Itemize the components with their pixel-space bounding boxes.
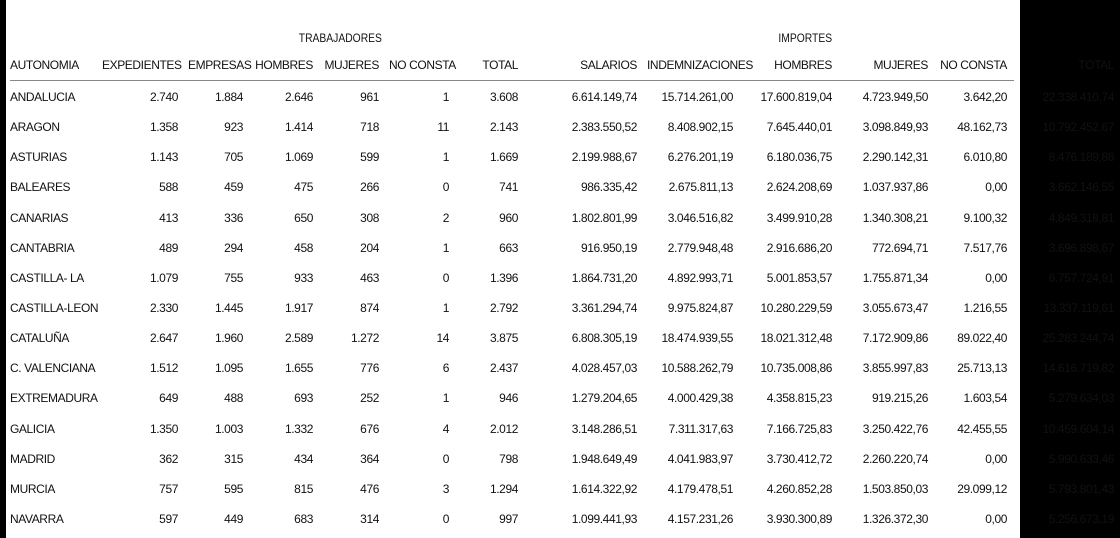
table-cell: 1.802.801,99 — [571, 210, 637, 225]
table-cell: 1.003 — [214, 421, 243, 436]
col-header-autonomia: AUTONOMIA — [10, 57, 79, 72]
table-row — [6, 504, 1120, 534]
table-row — [6, 172, 1120, 202]
row-autonomia-cell: C. VALENCIANA — [10, 361, 96, 376]
table-cell: 458 — [294, 240, 313, 255]
table-cell: 2.012 — [489, 421, 518, 436]
table-cell: 2.199.988,67 — [571, 150, 637, 165]
table-cell: 1 — [442, 391, 449, 406]
table-cell: 362 — [159, 451, 178, 466]
table-cell: 1.960 — [214, 331, 243, 346]
table-cell: 0 — [442, 451, 449, 466]
table-cell: 6.808.305,19 — [571, 331, 637, 346]
table-cell: 1 — [442, 301, 449, 316]
table-cell: 2 — [442, 210, 449, 225]
table-cell: 4.892.993,71 — [667, 270, 733, 285]
header-row — [6, 49, 1120, 80]
table-cell: 683 — [294, 512, 313, 527]
row-autonomia-cell: CANTABRIA — [10, 240, 75, 255]
report-sheet — [6, 0, 1114, 538]
table-cell: 489 — [159, 240, 178, 255]
table-cell: 1.603,54 — [963, 391, 1007, 406]
table-cell: 0,00 — [985, 512, 1007, 527]
table-cell: 4 — [442, 421, 449, 436]
table-cell: 315 — [224, 451, 243, 466]
row-autonomia-cell: CATALUÑA — [10, 331, 70, 346]
table-cell: 676 — [360, 421, 379, 436]
table-cell: 798 — [499, 451, 518, 466]
table-cell: 597 — [159, 512, 178, 527]
table-cell: 5.279.634,03 — [1048, 391, 1114, 406]
table-cell: 1.340.308,21 — [862, 210, 928, 225]
table-cell: 815 — [294, 481, 313, 496]
table-cell: 463 — [360, 270, 379, 285]
table-cell: 1.755.871,34 — [862, 270, 928, 285]
table-cell: 1.294 — [489, 481, 518, 496]
table-cell: 2.916.686,20 — [766, 240, 832, 255]
table-cell: 11 — [437, 120, 449, 135]
table-cell: 3.662.146,55 — [1048, 180, 1114, 195]
table-cell: 923 — [224, 120, 243, 135]
table-cell: 5.001.853,57 — [766, 270, 832, 285]
table-cell: 3.642,20 — [963, 90, 1007, 105]
table-cell: 1.279.204,65 — [571, 391, 637, 406]
col-header-expedientes: EXPEDIENTES — [102, 57, 182, 72]
table-cell: 1.326.372,30 — [862, 512, 928, 527]
table-cell: 1.884 — [214, 90, 243, 105]
data-table — [6, 49, 1120, 534]
col-header-indemnizaciones: INDEMNIZACIONES — [647, 57, 754, 72]
table-cell: 960 — [499, 210, 518, 225]
table-cell: 5.990.633,46 — [1048, 451, 1114, 466]
row-autonomia-cell: CASTILLA-LEON — [10, 301, 99, 316]
table-cell: 5.256.673,19 — [1048, 512, 1114, 527]
table-row — [6, 80, 1120, 112]
table-cell: 4.179.478,51 — [667, 481, 733, 496]
table-cell: 314 — [360, 512, 379, 527]
table-cell: 4.723.949,50 — [862, 90, 928, 105]
table-cell: 0,00 — [985, 270, 1007, 285]
table-cell: 1 — [442, 240, 449, 255]
table-cell: 3.046.516,82 — [667, 210, 733, 225]
row-autonomia-cell: ASTURIAS — [10, 150, 67, 165]
table-cell: 986.335,42 — [580, 180, 637, 195]
table-cell: 6.757.724,91 — [1048, 270, 1114, 285]
table-cell: 588 — [159, 180, 178, 195]
table-cell: 2.290.142,31 — [862, 150, 928, 165]
col-header-imp-hombres: HOMBRES — [774, 57, 832, 72]
table-cell: 10.280.229,59 — [760, 301, 832, 316]
table-cell: 599 — [360, 150, 379, 165]
table-cell: 18.021.312,48 — [760, 331, 832, 346]
table-cell: 1.143 — [149, 150, 178, 165]
table-cell: 3.608 — [489, 90, 518, 105]
table-cell: 933 — [294, 270, 313, 285]
table-cell: 2.779.948,48 — [667, 240, 733, 255]
table-cell: 757 — [159, 481, 178, 496]
table-cell: 1.614.322,92 — [571, 481, 637, 496]
table-row — [6, 112, 1120, 142]
table-cell: 1.358 — [149, 120, 178, 135]
table-cell: 488 — [224, 391, 243, 406]
table-cell: 7.517,76 — [963, 240, 1007, 255]
table-cell: 3.855.997,83 — [862, 361, 928, 376]
table-cell: 693 — [294, 391, 313, 406]
table-row — [6, 383, 1120, 413]
table-cell: 4.849.318,81 — [1048, 210, 1114, 225]
table-cell: 22.338.410,74 — [1042, 90, 1114, 105]
table-cell: 1.512 — [149, 361, 178, 376]
table-cell: 919.215,26 — [871, 391, 928, 406]
table-cell: 7.645.440,01 — [766, 120, 832, 135]
table-cell: 0 — [442, 270, 449, 285]
table-cell: 7.311.317,63 — [668, 421, 733, 436]
table-cell: 449 — [224, 512, 243, 527]
table-cell: 294 — [224, 240, 243, 255]
table-cell: 10.792.452,67 — [1042, 120, 1114, 135]
table-cell: 1.445 — [214, 301, 243, 316]
table-cell: 1.655 — [284, 361, 313, 376]
table-cell: 3.055.673,47 — [862, 301, 928, 316]
col-header-empresas: EMPRESAS — [188, 57, 252, 72]
table-cell: 15.714.261,00 — [661, 90, 733, 105]
table-row — [6, 353, 1120, 383]
table-cell: 434 — [294, 451, 313, 466]
table-cell: 29.099,12 — [957, 481, 1007, 496]
table-cell: 3.696.898,67 — [1048, 240, 1114, 255]
table-cell: 718 — [360, 120, 379, 135]
table-cell: 10.735.008,86 — [760, 361, 832, 376]
table-cell: 1 — [442, 90, 449, 105]
table-row — [6, 293, 1120, 323]
table-cell: 0,00 — [985, 451, 1007, 466]
table-cell: 13.337.119,61 — [1043, 301, 1114, 316]
row-autonomia-cell: EXTREMADURA — [10, 391, 98, 406]
table-cell: 3.361.294,74 — [571, 301, 637, 316]
table-cell: 2.792 — [489, 301, 518, 316]
table-cell: 6 — [442, 361, 449, 376]
table-cell: 3.930.300,89 — [766, 512, 832, 527]
table-cell: 413 — [159, 210, 178, 225]
table-cell: 8.408.902,15 — [667, 120, 733, 135]
table-cell: 663 — [499, 240, 518, 255]
table-cell: 204 — [360, 240, 379, 255]
table-cell: 1.917 — [284, 301, 313, 316]
table-cell: 2.675.811,13 — [668, 180, 733, 195]
table-cell: 1.414 — [284, 120, 313, 135]
col-header-trab-hombres: HOMBRES — [255, 57, 313, 72]
table-cell: 4.000.429,38 — [667, 391, 733, 406]
table-cell: 997 — [499, 512, 518, 527]
table-cell: 7.166.725,83 — [766, 421, 832, 436]
table-cell: 14.616.719,82 — [1042, 361, 1114, 376]
row-autonomia-cell: MURCIA — [10, 481, 55, 496]
table-cell: 4.157.231,26 — [667, 512, 733, 527]
table-cell: 18.474.939,55 — [661, 331, 733, 346]
table-cell: 3 — [442, 481, 449, 496]
col-header-imp-total: TOTAL — [1078, 57, 1114, 72]
table-cell: 3.250.422,76 — [862, 421, 928, 436]
table-cell: 459 — [224, 180, 243, 195]
table-cell: 2.589 — [284, 331, 313, 346]
table-cell: 2.740 — [149, 90, 178, 105]
row-autonomia-cell: NAVARRA — [10, 512, 64, 527]
table-cell: 1.272 — [350, 331, 379, 346]
table-row — [6, 233, 1120, 263]
table-row — [6, 203, 1120, 233]
table-cell: 9.975.824,87 — [667, 301, 733, 316]
table-cell: 1.216,55 — [963, 301, 1007, 316]
row-autonomia-cell: GALICIA — [10, 421, 55, 436]
table-cell: 2.260.220,74 — [862, 451, 928, 466]
table-cell: 7.172.909,86 — [862, 331, 928, 346]
table-row — [6, 142, 1120, 172]
table-cell: 5.793.801,43 — [1048, 481, 1114, 496]
group-header-trabajadores: TRABAJADORES — [298, 31, 382, 45]
col-header-imp-no-consta: NO CONSTA — [940, 57, 1007, 72]
table-cell: 0,00 — [985, 180, 1007, 195]
table-cell: 14 — [436, 331, 449, 346]
table-cell: 336 — [224, 210, 243, 225]
group-header-importes: IMPORTES — [778, 31, 833, 45]
table-cell: 1.864.731,20 — [571, 270, 637, 285]
row-autonomia-cell: BALEARES — [10, 180, 71, 195]
table-cell: 0 — [442, 512, 449, 527]
row-autonomia-cell: MADRID — [10, 451, 55, 466]
col-header-trab-no-consta: NO CONSTA — [389, 57, 456, 72]
table-cell: 6.276.201,19 — [667, 150, 733, 165]
table-cell: 364 — [360, 451, 379, 466]
table-cell: 89.022,40 — [957, 331, 1007, 346]
table-cell: 705 — [224, 150, 243, 165]
table-cell: 649 — [159, 391, 178, 406]
table-cell: 1.503.850,03 — [862, 481, 928, 496]
table-cell: 476 — [360, 481, 379, 496]
table-cell: 1.396 — [489, 270, 518, 285]
table-cell: 1.079 — [149, 270, 178, 285]
table-cell: 3.875 — [489, 331, 518, 346]
table-cell: 25.283.244,74 — [1042, 331, 1114, 346]
table-cell: 1.099.441,93 — [571, 512, 637, 527]
table-cell: 25.713,13 — [957, 361, 1007, 376]
table-cell: 1.669 — [489, 150, 518, 165]
table-cell: 308 — [360, 210, 379, 225]
table-cell: 9.100,32 — [963, 210, 1007, 225]
col-header-trab-total: TOTAL — [482, 57, 518, 72]
table-cell: 650 — [294, 210, 313, 225]
table-cell: 10.588.262,79 — [661, 361, 733, 376]
table-row — [6, 323, 1120, 353]
table-row — [6, 414, 1120, 444]
table-cell: 916.950,19 — [580, 240, 637, 255]
table-cell: 252 — [360, 391, 379, 406]
table-cell: 17.600.819,04 — [760, 90, 832, 105]
table-cell: 4.358.815,23 — [766, 391, 832, 406]
table-cell: 595 — [224, 481, 243, 496]
table-cell: 6.010,80 — [963, 150, 1007, 165]
table-row — [6, 474, 1120, 504]
row-autonomia-cell: CANARIAS — [10, 210, 69, 225]
table-cell: 1.037.937,86 — [862, 180, 928, 195]
table-cell: 2.437 — [489, 361, 518, 376]
table-cell: 741 — [499, 180, 518, 195]
table-cell: 0 — [442, 180, 449, 195]
row-autonomia-cell: CASTILLA- LA — [10, 270, 84, 285]
table-cell: 6.180.036,75 — [766, 150, 832, 165]
table-cell: 961 — [360, 90, 379, 105]
table-cell: 2.330 — [149, 301, 178, 316]
table-cell: 2.624.208,69 — [766, 180, 832, 195]
table-cell: 8.476.189,86 — [1048, 150, 1114, 165]
table-cell: 42.455,55 — [957, 421, 1007, 436]
table-cell: 2.646 — [284, 90, 313, 105]
table-cell: 4.041.983,97 — [667, 451, 733, 466]
col-header-trab-mujeres: MUJERES — [324, 57, 379, 72]
table-cell: 1.069 — [284, 150, 313, 165]
table-cell: 266 — [360, 180, 379, 195]
table-cell: 755 — [224, 270, 243, 285]
table-cell: 2.383.550,52 — [571, 120, 637, 135]
table-cell: 3.730.412,72 — [766, 451, 832, 466]
table-cell: 1 — [442, 150, 449, 165]
table-cell: 1.948.649,49 — [571, 451, 637, 466]
table-cell: 874 — [360, 301, 379, 316]
table-cell: 6.614.149,74 — [571, 90, 637, 105]
table-cell: 1.350 — [149, 421, 178, 436]
row-autonomia-cell: ARAGON — [10, 120, 60, 135]
table-row — [6, 263, 1120, 293]
table-cell: 475 — [294, 180, 313, 195]
table-cell: 3.148.286,51 — [571, 421, 637, 436]
table-cell: 2.647 — [149, 331, 178, 346]
table-cell: 946 — [499, 391, 518, 406]
table-cell: 10.459.604,14 — [1042, 421, 1114, 436]
table-cell: 1.095 — [214, 361, 243, 376]
table-row — [6, 444, 1120, 474]
col-header-imp-mujeres: MUJERES — [873, 57, 928, 72]
table-cell: 4.028.457,03 — [571, 361, 637, 376]
col-header-salarios: SALARIOS — [580, 57, 637, 72]
table-cell: 776 — [360, 361, 379, 376]
table-cell: 2.143 — [489, 120, 518, 135]
table-cell: 3.499.910,28 — [766, 210, 832, 225]
table-cell: 772.694,71 — [871, 240, 928, 255]
table-cell: 3.098.849,93 — [862, 120, 928, 135]
table-cell: 1.332 — [284, 421, 313, 436]
row-autonomia-cell: ANDALUCIA — [10, 90, 76, 105]
table-cell: 48.162,73 — [957, 120, 1007, 135]
table-cell: 4.260.852,28 — [766, 481, 832, 496]
